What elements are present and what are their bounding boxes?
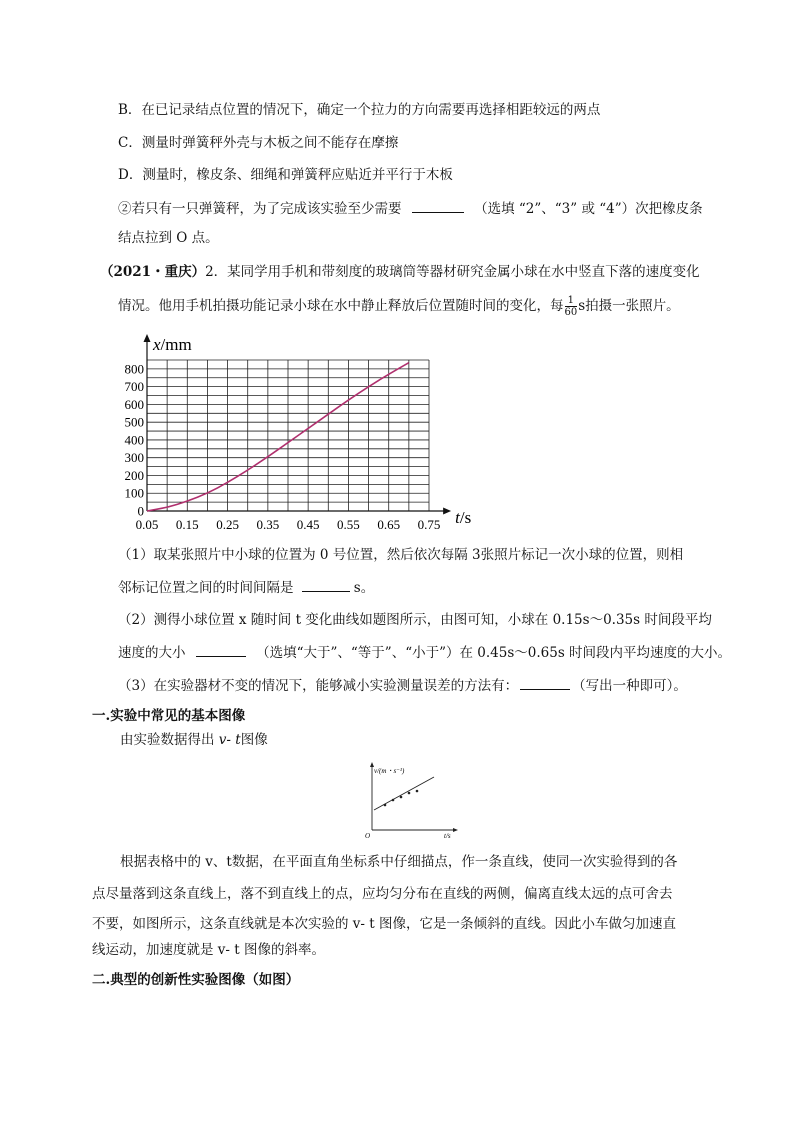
section-2-heading: 二.典型的创新性实验图像（如图） — [92, 972, 300, 988]
vt-xlabel: t/s — [444, 832, 451, 840]
sub-question-1b — [118, 577, 374, 598]
answer-blank-compare[interactable] — [196, 642, 246, 657]
y-tick-label: 600 — [124, 396, 144, 412]
y-tick-label: 200 — [124, 467, 144, 483]
sub-question-2-text-a: 速度的大小 — [118, 645, 186, 661]
question-2-text-b: （选填 “2”、“3” 或 “4”）次把橡皮条 — [474, 201, 703, 217]
section-1-intro — [120, 730, 268, 750]
y-tick-label: 100 — [124, 485, 144, 501]
vt-point — [384, 804, 387, 807]
y-axis-arrow — [144, 334, 151, 342]
problem-text-2a: 情况。他用手机拍摄功能记录小球在水中静止释放后位置随时间的变化，每 — [118, 298, 564, 314]
fraction-interval — [565, 295, 578, 318]
x-tick-label: 0.65 — [377, 517, 401, 532]
sub-question-1-text: 邻标记位置之间的时间间隔是 — [118, 580, 294, 596]
fraction-numerator: 1 — [565, 295, 578, 307]
y-tick-label: 800 — [124, 361, 144, 377]
sub-question-2b — [118, 642, 731, 663]
x-tick-label: 0.45 — [296, 517, 320, 532]
x-tick-label: 0.35 — [256, 517, 280, 532]
section-1-intro-a: 由实验数据得出 — [120, 732, 215, 748]
question-2-line2: 结点拉到 O 点。 — [118, 230, 219, 246]
section-1-para-1: 根据表格中的 v、t数据，在平面直角坐标系中仔细描点，作一条直线，使同一次实验得到的各 — [120, 854, 678, 870]
vt-figure — [360, 760, 460, 840]
section-1-intro-b: 图像 — [240, 732, 268, 748]
answer-blank-interval[interactable] — [302, 577, 350, 592]
answer-blank-count[interactable] — [412, 198, 464, 213]
question-2-line1 — [118, 198, 703, 219]
x-tick-label: 0.25 — [216, 517, 239, 532]
y-axis-label: x/mm — [153, 335, 192, 354]
problem-text-2b: s拍摄一张照片。 — [578, 298, 680, 314]
option-c: C．测量时弹簧秤外壳与木板之间不能存在摩擦 — [118, 135, 399, 151]
question-2-text-a: ②若只有一只弹簧秤，为了完成该实验至少需要 — [118, 201, 402, 217]
problem-source: （2021・重庆） — [100, 264, 206, 280]
sub-question-3 — [118, 675, 687, 696]
y-tick-label: 700 — [124, 379, 144, 395]
y-tick-label: 400 — [124, 432, 144, 448]
answer-blank-method[interactable] — [520, 675, 570, 690]
vt-ylabel: v/(m・s⁻¹) — [374, 767, 405, 775]
x-tick-label: 0.55 — [337, 517, 360, 532]
y-tick-label: 0 — [137, 503, 144, 519]
section-1-para-4: 线运动，加速度就是 v- t 图像的斜率。 — [92, 942, 325, 958]
section-1-heading: 一.实验中常见的基本图像 — [92, 708, 246, 724]
vt-point — [408, 792, 411, 795]
x-tick-label: 0.05 — [135, 517, 159, 532]
sub-question-3-text-a: （3）在实验器材不变的情况下，能够减小实验测量误差的方法有： — [118, 678, 519, 694]
option-d: D．测量时，橡皮条、细绳和弹簧秤应贴近并平行于木板 — [118, 167, 453, 183]
sub-question-2-text-b: （选填“大于”、“等于”、“小于”）在 0.45s～0.65s 时间段内平均速度的大小。 — [256, 645, 732, 661]
vt-fit-line — [374, 777, 434, 810]
problem-line2 — [118, 292, 680, 320]
problem-text-1: 2．某同学用手机和带刻度的玻璃筒等器材研究金属小球在水中竖直下落的速度变化 — [205, 264, 700, 280]
data-curve — [147, 363, 409, 511]
sub-question-3-text-b: （写出一种即可）。 — [572, 678, 687, 694]
x-tick-label: 0.15 — [175, 517, 199, 532]
x-axis-label: t/s — [455, 508, 472, 527]
sub-question-1a: （1）取某张照片中小球的位置为 0 号位置，然后依次每隔 3张照片标记一次小球的位置，则相 — [118, 547, 684, 563]
section-1-para-2: 点尽量落到这条直线上，落不到直线上的点，应均匀分布在直线的两侧，偏离直线太远的点可舍去 — [92, 886, 673, 902]
option-b: B．在已记录结点位置的情况下，确定一个拉力的方向需要再选择相距较远的两点 — [118, 102, 601, 118]
section-1-intro-var: v- t — [218, 732, 241, 748]
x-axis-arrow — [443, 508, 451, 515]
vt-origin: O — [365, 832, 371, 840]
section-1-para-3: 不要，如图所示，这条直线就是本次实验的 v- t 图像，它是一条倾斜的直线。因此小车做匀加速直 — [92, 916, 676, 932]
vt-x-arrow — [453, 828, 458, 832]
y-tick-label: 300 — [124, 450, 144, 466]
x-tick-label: 0.75 — [417, 517, 441, 532]
position-time-chart — [110, 330, 470, 535]
vt-point — [400, 796, 403, 799]
vt-point — [416, 790, 419, 793]
fraction-denominator: 60 — [564, 307, 578, 318]
y-tick-label: 500 — [124, 414, 144, 430]
vt-point — [392, 799, 395, 802]
sub-question-2a: （2）测得小球位置 x 随时间 t 变化曲线如题图所示，由图可知，小球在 0.15s～0.35s 时间段平均 — [118, 612, 712, 628]
sub-question-1-unit: s。 — [353, 580, 375, 596]
problem-line1 — [100, 262, 700, 282]
